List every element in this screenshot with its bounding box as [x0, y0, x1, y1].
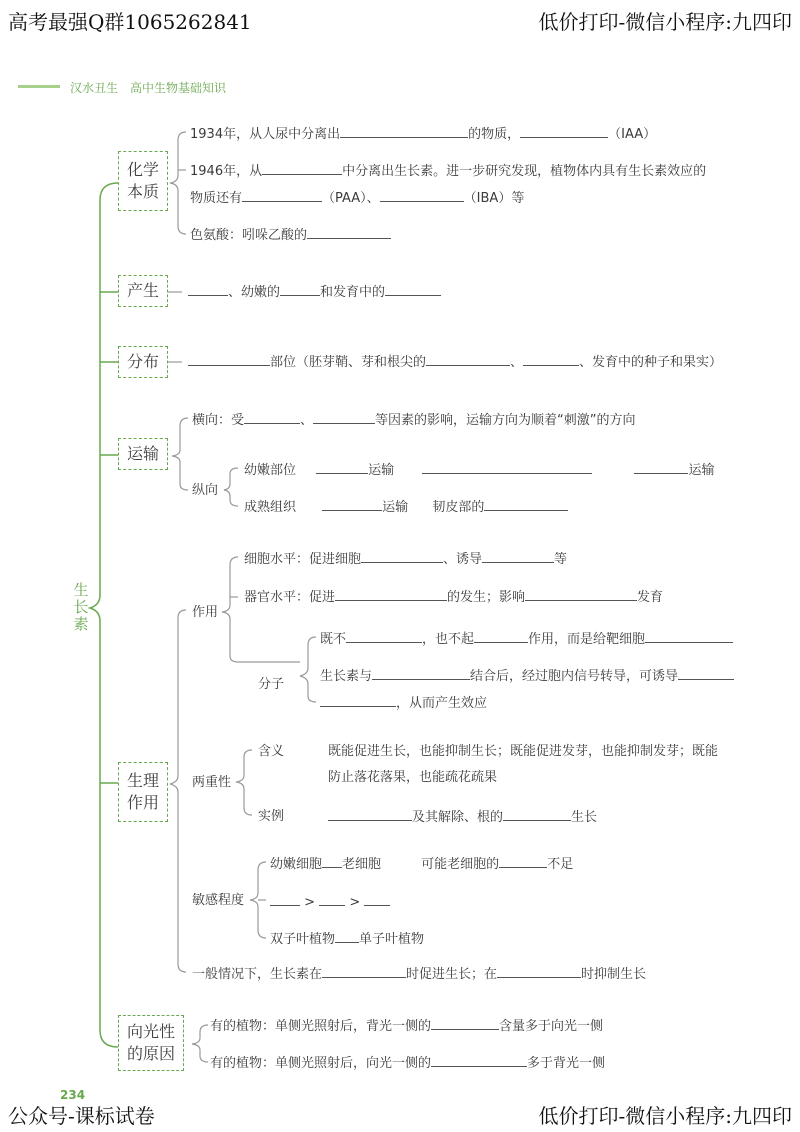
blank — [364, 893, 390, 906]
transport-mature-text: 成熟组织 — [244, 500, 297, 515]
blank — [188, 283, 228, 296]
chem-substance-text: 的物质， — [468, 127, 521, 142]
physio-example-text: 及其解除、根的 — [412, 810, 504, 825]
section-label: 汉水丑生 高中生物基础知识 — [70, 81, 227, 95]
physio-m1-text-2: ，也不起 — [422, 632, 475, 647]
distribution-seed-text: 、发育中的种子和果实） — [579, 355, 723, 370]
header-right-text: 低价打印-微信小程序:九四印 — [538, 10, 792, 34]
chem-line-4 — [190, 226, 391, 245]
photo-line-2 — [210, 1054, 605, 1073]
chem-paa-text: （PAA）、 — [322, 191, 380, 206]
blank — [431, 1054, 527, 1067]
physio-m1-text-3: 作用，而是给靶细胞 — [528, 632, 646, 647]
footer-left-text: 公众号-课标试卷 — [8, 1104, 155, 1128]
photo-box — [118, 1015, 184, 1071]
photo-line-1 — [210, 1017, 603, 1036]
physio-sens-lack: 不足 — [547, 857, 574, 872]
photo-back-more: 含量多于向光一侧 — [499, 1019, 604, 1034]
blank — [426, 353, 510, 366]
physio-m2-text: 生长素与 — [320, 669, 373, 684]
physio-molecule-line-2 — [320, 667, 734, 686]
produce-box — [118, 275, 168, 307]
physio-meaning-line-1: 既能促进生长，也能抑制生长；既能促进发芽，也能抑制发芽；既能 — [328, 744, 719, 759]
blank — [244, 411, 300, 424]
blank — [346, 630, 422, 643]
chem-line-3 — [190, 189, 524, 208]
blank — [520, 125, 608, 138]
physio-m2-text-2: 结合后，经过胞内信号转导，可诱导 — [470, 669, 679, 684]
blank — [474, 630, 528, 643]
root-label: 生长素 — [73, 581, 89, 633]
distribution-part-text: 部位（胚芽鞘、芽和根尖的 — [270, 355, 427, 370]
produce-line — [188, 283, 441, 302]
blank — [242, 189, 322, 202]
produce-developing-text: 和发育中的 — [320, 285, 386, 300]
transport-phloem-text: 韧皮部的 — [432, 500, 485, 515]
chem-trp-text: 色氨酸：吲哚乙酸的 — [190, 228, 308, 243]
physio-sens-young: 幼嫩细胞 — [270, 857, 323, 872]
blank — [320, 694, 396, 707]
physio-box-label: 生理作用 — [126, 771, 159, 812]
blank — [335, 930, 359, 943]
blank — [482, 550, 554, 563]
physio-cell-induce: 、诱导 — [443, 552, 483, 567]
physio-sens-monocot: 单子叶植物 — [359, 932, 425, 947]
physio-organ-affect: 的发生；影响 — [447, 590, 526, 605]
physio-general-line — [192, 965, 646, 984]
blank — [645, 630, 733, 643]
blank — [380, 189, 464, 202]
physio-sens-line-1 — [270, 855, 573, 874]
transport-v-label: 纵向 — [192, 483, 219, 498]
photo-box-label: 向光性的原因 — [126, 1022, 175, 1063]
blank — [270, 893, 300, 906]
physio-general-text: 一般情况下，生长素在 — [192, 967, 323, 982]
physio-effect-label: 作用 — [192, 605, 219, 620]
blank — [188, 353, 270, 366]
physio-sens-line-2 — [270, 893, 390, 912]
photo-front-more: 多于背光一侧 — [527, 1056, 606, 1071]
produce-young-text: 、幼嫩的 — [228, 285, 281, 300]
physio-organ-text: 器官水平：促进 — [244, 590, 336, 605]
chem-iaa-text: （IAA） — [608, 127, 657, 142]
blank — [497, 965, 581, 978]
blank — [280, 283, 320, 296]
physio-molecule-line-3 — [320, 694, 487, 713]
blank — [328, 808, 412, 821]
physio-example-label: 实例 — [258, 809, 285, 824]
footer-right-text: 低价打印-微信小程序:九四印 — [538, 1104, 792, 1128]
chem-1934-text: 1934年，从人尿中分离出 — [190, 127, 341, 142]
physio-cell-etc: 等 — [554, 552, 568, 567]
transport-v-line-2 — [244, 498, 568, 517]
transport-v1-mode: 运输 — [368, 463, 395, 478]
photo-front-text: 有的植物：单侧光照射后，向光一侧的 — [210, 1056, 432, 1071]
physio-general-text-2: 时促进生长；在 — [406, 967, 498, 982]
blank — [634, 461, 688, 474]
physio-cell-text: 细胞水平：促进细胞 — [244, 552, 362, 567]
physio-sens-label: 敏感程度 — [192, 893, 245, 908]
blank — [322, 498, 382, 511]
physio-dual-label: 两重性 — [192, 775, 232, 790]
chem-iba-text: （IBA）等 — [463, 191, 525, 206]
physio-meaning-label: 含义 — [258, 744, 285, 759]
blank — [322, 965, 406, 978]
physio-sens-dicot: 双子叶植物 — [270, 932, 336, 947]
physio-m3-text: ，从而产生效应 — [396, 696, 488, 711]
physio-general-text-3: 时抑制生长 — [581, 967, 647, 982]
blank — [678, 667, 734, 680]
transport-box — [118, 438, 168, 470]
blank — [319, 893, 345, 906]
physio-organ-line — [244, 588, 663, 607]
physio-box — [118, 762, 168, 822]
blank — [431, 1017, 499, 1030]
physio-molecule-line-1 — [320, 630, 733, 649]
blank — [523, 353, 579, 366]
blank — [335, 588, 447, 601]
physio-sens-gt-2: > — [349, 895, 361, 910]
transport-h-desc: 等因素的影响，运输方向为顺着“刺激”的方向 — [375, 413, 636, 428]
blank — [525, 588, 637, 601]
photo-back-text: 有的植物：单侧光照射后，背光一侧的 — [210, 1019, 432, 1034]
chem-line-1 — [190, 125, 656, 144]
physio-molecule-label: 分子 — [258, 677, 285, 692]
physio-m1-text: 既不 — [320, 632, 347, 647]
blank — [262, 162, 342, 175]
physio-example-line — [328, 808, 597, 827]
physio-organ-develop: 发育 — [637, 590, 664, 605]
blank — [322, 855, 342, 868]
physio-example-growth: 生长 — [571, 810, 598, 825]
transport-young-text: 幼嫩部位 — [244, 463, 297, 478]
transport-v1-mode-2: 运输 — [688, 463, 715, 478]
transport-horizontal-line — [192, 411, 636, 430]
blank — [484, 498, 568, 511]
blank — [422, 461, 592, 474]
physio-sens-maybe: 可能老细胞的 — [421, 857, 500, 872]
blank — [340, 125, 468, 138]
transport-v2-mode: 运输 — [382, 500, 409, 515]
transport-h-sep: 、 — [300, 413, 314, 428]
transport-h-text: 横向：受 — [192, 413, 245, 428]
distribution-box — [118, 346, 168, 378]
physio-sens-line-3 — [270, 930, 424, 949]
transport-v-line-1 — [244, 461, 714, 480]
physio-sens-old: 老细胞 — [342, 857, 382, 872]
blank — [503, 808, 571, 821]
physio-meaning-line-2: 防止落花落果，也能疏花疏果 — [328, 770, 498, 785]
blank — [361, 550, 443, 563]
chem-box — [118, 151, 168, 211]
chem-box-label: 化学本质 — [126, 160, 159, 201]
distribution-line — [188, 353, 722, 372]
physio-sens-gt-1: > — [304, 895, 316, 910]
blank — [316, 461, 368, 474]
distribution-box-label: 分布 — [126, 352, 159, 371]
transport-box-label: 运输 — [126, 444, 159, 463]
chem-line-2 — [190, 162, 706, 181]
chem-research-text: 中分离出生长素。进一步研究发现，植物体内具有生长素效应的 — [342, 164, 707, 179]
physio-cell-line — [244, 550, 567, 569]
page-number: 234 — [60, 1088, 86, 1102]
produce-box-label: 产生 — [126, 281, 159, 300]
blank — [372, 667, 470, 680]
chem-others-text: 物质还有 — [190, 191, 243, 206]
header-left-text: 高考最强Q群1065262841 — [8, 10, 252, 34]
blank — [499, 855, 547, 868]
blank — [385, 283, 441, 296]
blank — [313, 411, 375, 424]
chem-1946-text: 1946年，从 — [190, 164, 263, 179]
distribution-sep-text: 、 — [510, 355, 524, 370]
blank — [307, 226, 391, 239]
